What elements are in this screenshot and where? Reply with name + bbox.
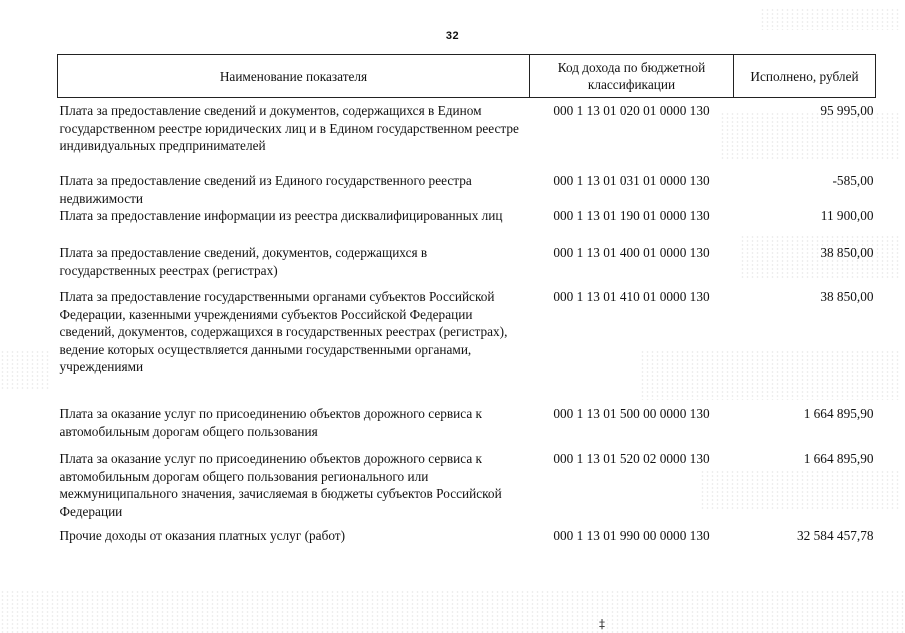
- row-name: Прочие доходы от оказания платных услуг (работ): [59, 528, 346, 543]
- table-row: [58, 98, 876, 173]
- row-code: 000 1 13 01 500 00 0000 130: [553, 406, 710, 421]
- table-row: [58, 288, 876, 405]
- scan-noise-top-right: [760, 8, 900, 30]
- column-header-code: Код дохода по бюджетной классификации: [530, 55, 734, 98]
- row-name: Плата за оказание услуг по присоединению объектов дорожного сервиса к автомобильным дорогам общего пользования: [59, 406, 483, 439]
- revenue-table: [57, 54, 876, 549]
- row-name: Плата за предоставление сведений из Единого государственного реестра недвижимости: [59, 173, 472, 206]
- row-name: Плата за предоставление сведений и документов, содержащихся в Едином государственном реестре юридических лиц и в Едином государственном реестре индивидуальных предпринимателей: [59, 103, 519, 153]
- column-header-amount: Исполнено, рублей: [734, 55, 876, 98]
- row-amount: 38 850,00: [820, 289, 874, 304]
- table-header-row: [58, 55, 876, 98]
- table-row: [58, 527, 876, 549]
- table-row: [58, 450, 876, 527]
- row-code: 000 1 13 01 990 00 0000 130: [553, 528, 710, 543]
- row-amount: 32 584 457,78: [797, 528, 874, 543]
- row-name: Плата за предоставление государственными органами субъектов Российской Федерации, казенными учреждениями субъектов Российской Федерации сведений, документов, содержащихся в государственных реестрах (регистрах), ведение которых осуществляется данными государственными органами, учреждениями: [59, 289, 508, 374]
- row-code: 000 1 13 01 031 01 0000 130: [553, 173, 710, 188]
- row-code: 000 1 13 01 190 01 0000 130: [553, 208, 710, 223]
- row-amount: -585,00: [832, 173, 874, 188]
- table-row: [58, 405, 876, 450]
- row-code: 000 1 13 01 020 01 0000 130: [553, 103, 710, 118]
- scan-mark: ‡: [599, 617, 605, 631]
- table-row: [58, 244, 876, 288]
- row-code: 000 1 13 01 410 01 0000 130: [553, 289, 710, 304]
- column-header-name: Наименование показателя: [58, 55, 530, 98]
- scan-noise-left: [0, 350, 50, 390]
- row-amount: 95 995,00: [820, 103, 874, 118]
- row-code: 000 1 13 01 520 02 0000 130: [553, 451, 710, 466]
- row-amount: 11 900,00: [820, 208, 874, 223]
- row-name: Плата за оказание услуг по присоединению объектов дорожного сервиса к автомобильным дорогам общего пользования регионального или межмуниципального значения, зачисляемая в бюджеты субъектов Российской Федерации: [59, 451, 502, 519]
- table-row: [58, 172, 876, 207]
- page-number: 32: [445, 30, 460, 42]
- row-code: 000 1 13 01 400 01 0000 130: [553, 245, 710, 260]
- row-amount: 38 850,00: [820, 245, 874, 260]
- table-row: [58, 207, 876, 244]
- scan-noise-bottom: [0, 590, 905, 633]
- row-amount: 1 664 895,90: [803, 406, 874, 421]
- row-name: Плата за предоставление сведений, документов, содержащихся в государственных реестрах (регистрах): [59, 245, 428, 278]
- row-amount: 1 664 895,90: [803, 451, 874, 466]
- row-name: Плата за предоставление информации из реестра дисквалифицированных лиц: [59, 208, 503, 223]
